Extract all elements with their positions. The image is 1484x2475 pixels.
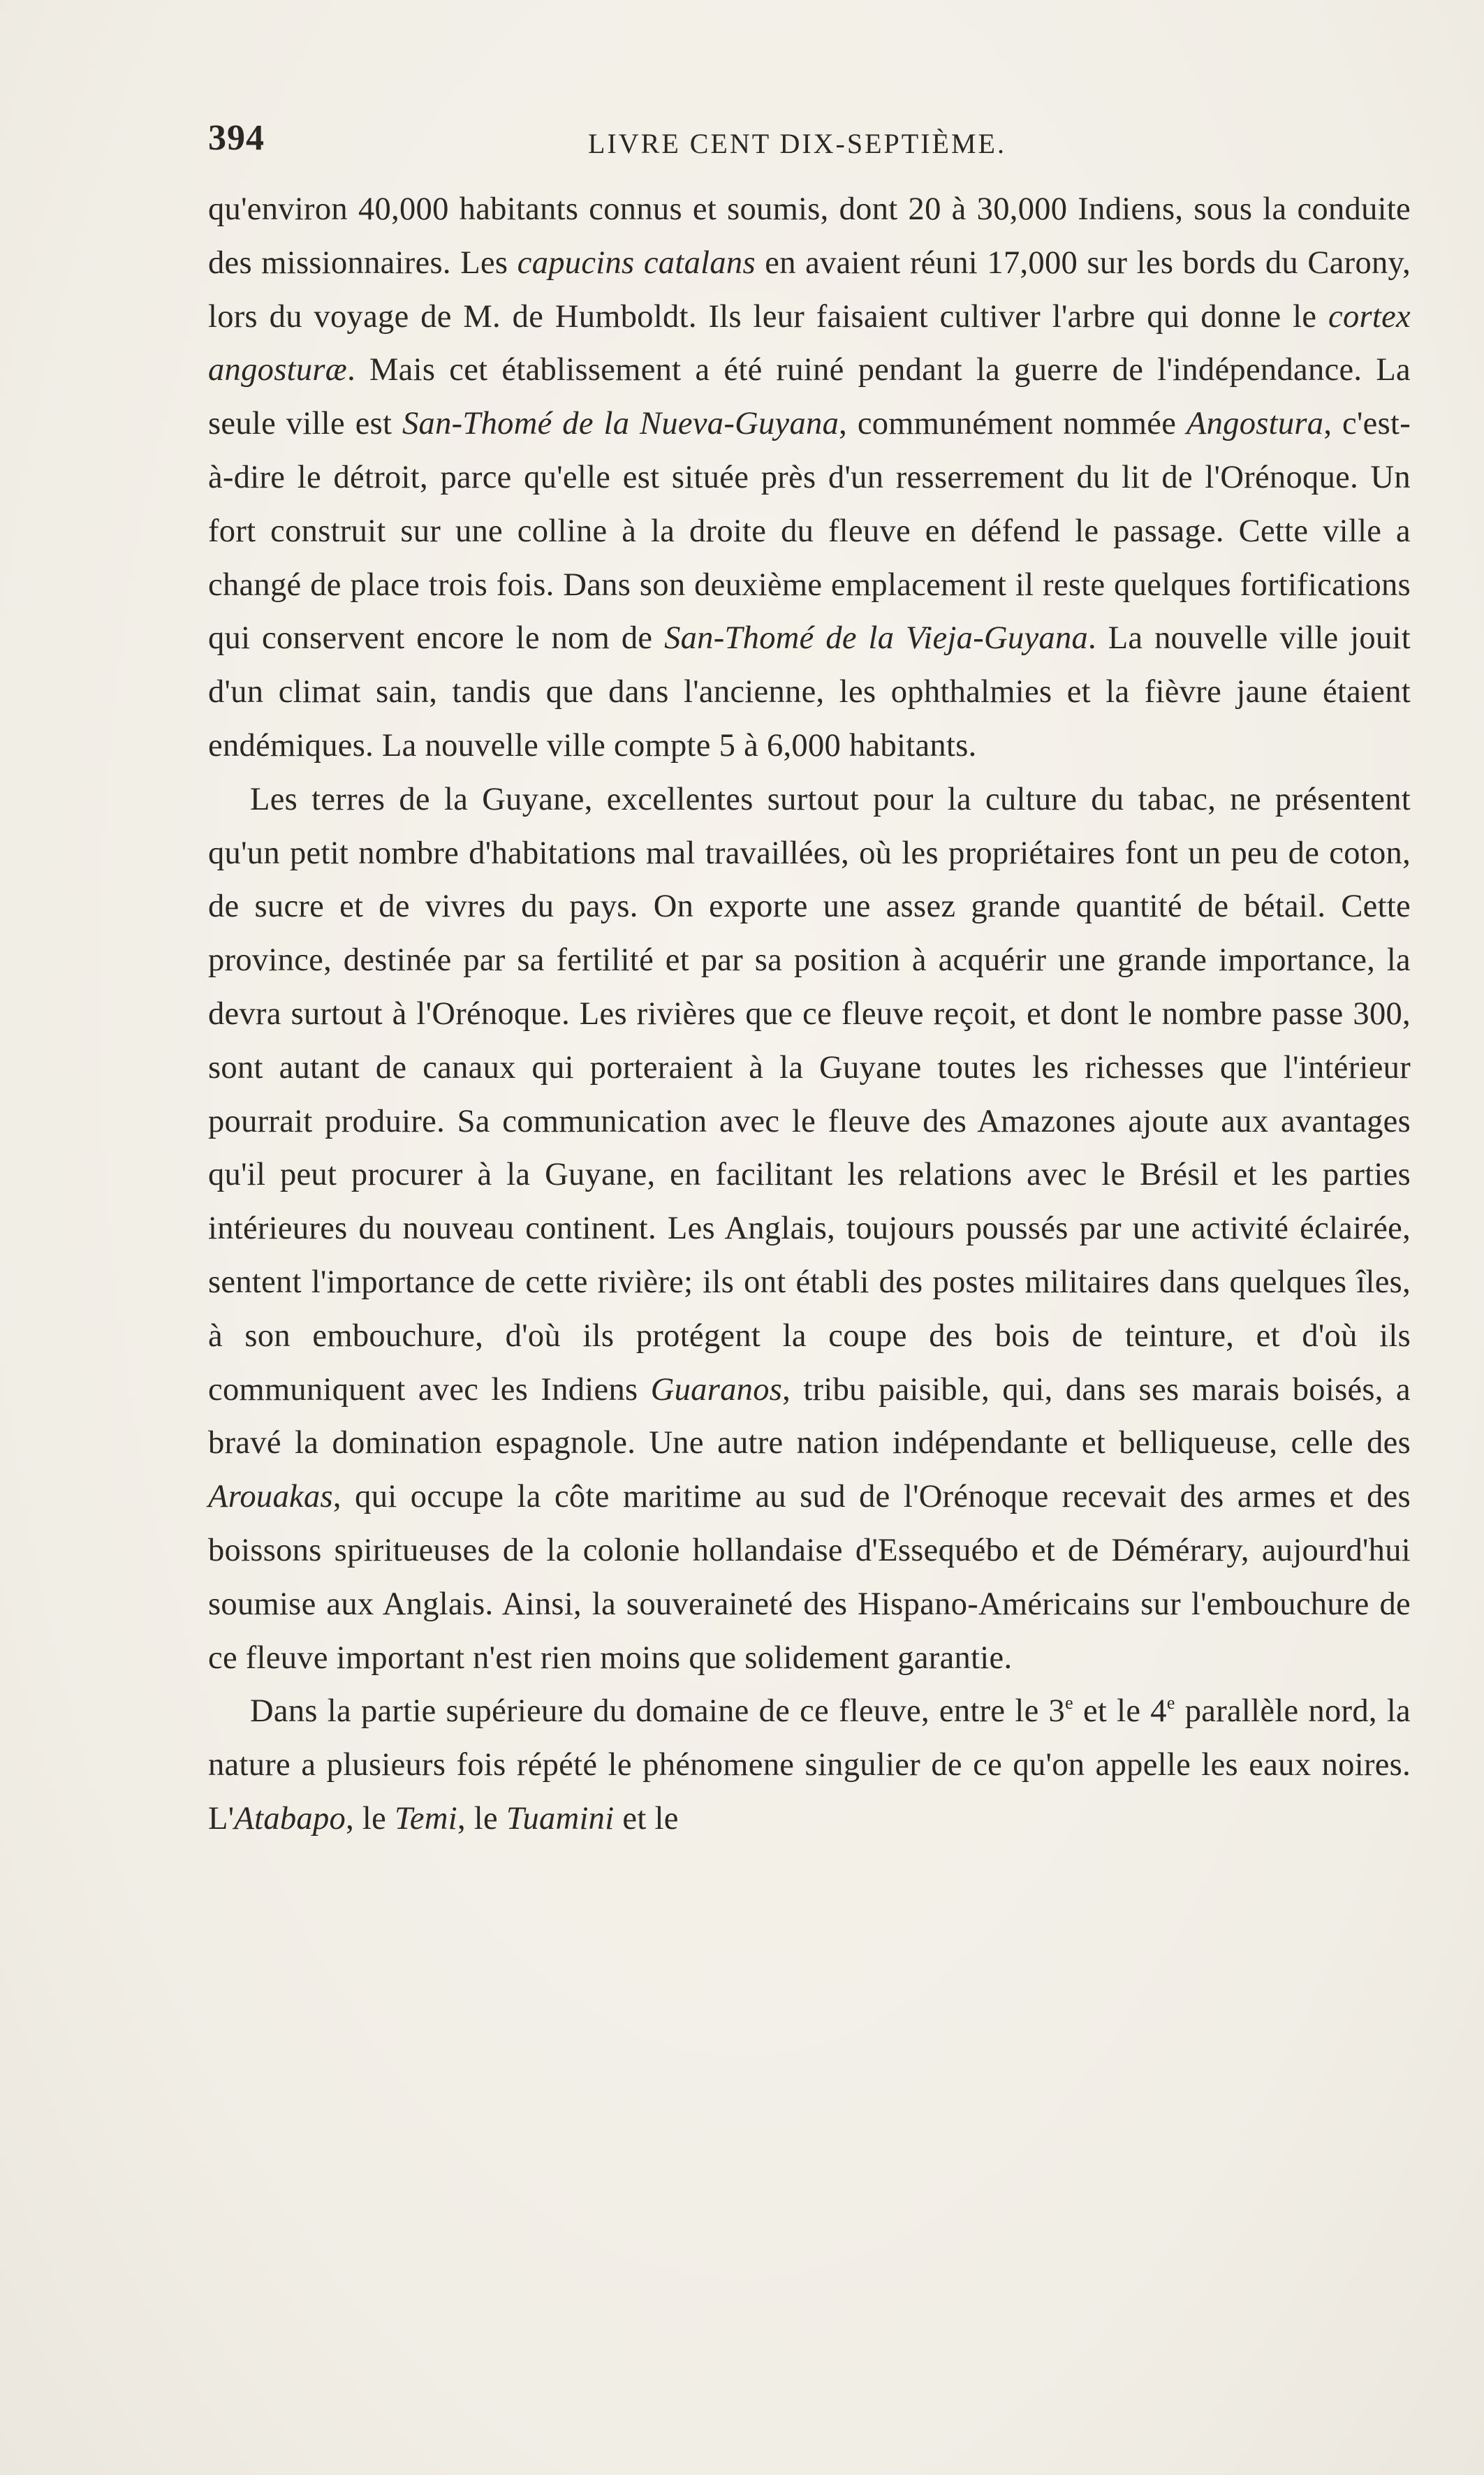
- italic-term: Angostura: [1186, 406, 1324, 442]
- italic-term: Guaranos: [650, 1371, 783, 1408]
- running-title: LIVRE CENT DIX-SEPTIÈME.: [588, 128, 1006, 159]
- text-run: , le: [457, 1800, 506, 1837]
- text-run: et le: [614, 1800, 679, 1837]
- text-run: , communément nommée: [839, 406, 1187, 442]
- italic-term: Atabapo: [234, 1800, 346, 1837]
- text-run: . La nouvelle ville jouit d'un climat sain, tandis que dans l'ancienne, les ophthalmies et la fièvre jaune étaient endémiques. La nouvelle ville compte 5 à 6,000 habitants.: [208, 620, 1411, 764]
- paragraph-1: [208, 183, 1411, 773]
- text-run: , c'est-à-dire le détroit, parce qu'elle est située près d'un resserrement du lit de l'Orénoque. Un fort construit sur une colline à la droite du fleuve en défend le passage. Cette ville a changé de place trois fois. Dans son deuxième emplacement il reste quelques fortifications qui conservent encore le nom de: [208, 406, 1411, 657]
- text-run: parallèle nord, la nature a plusieurs fois répété le phénomene singulier de ce qu'on appelle les eaux noires. L': [208, 1693, 1411, 1837]
- italic-term: Tuamini: [506, 1800, 615, 1837]
- italic-term: Temi: [395, 1800, 457, 1837]
- text-run: , qui occupe la côte maritime au sud de l'Orénoque recevait des armes et des boissons spiritueuses de la colonie hollandaise d'Essequébo et de Démérary, aujourd'hui soumise aux Anglais. Ainsi, la souveraineté des Hispano-Américains sur l'embouchure de ce fleuve important n'est rien moins que solidement garantie.: [208, 1479, 1411, 1676]
- italic-term: capucins catalans: [517, 244, 756, 281]
- running-head: [208, 117, 1409, 159]
- italic-term: San-Thomé de la Nueva-Guyana: [402, 406, 839, 442]
- text-run: et le 4: [1073, 1693, 1167, 1730]
- text-run: , le: [346, 1800, 395, 1837]
- italic-term: Arouakas: [208, 1479, 333, 1515]
- text-run: Dans la partie supérieure du domaine de ce fleuve, entre le 3: [250, 1693, 1066, 1730]
- text-run: . Mais cet établissement a été ruiné pendant la guerre de l'indépendance. La seule ville est: [208, 352, 1411, 442]
- text-run: , tribu paisible, qui, dans ses marais boisés, a bravé la domination espagnole. Une autre nation indépendante et belliqueuse, celle des: [208, 1371, 1411, 1461]
- superscript: e: [1065, 1693, 1073, 1714]
- text-run: Les terres de la Guyane, excellentes surtout pour la culture du tabac, ne présentent qu'un petit nombre d'habitations mal travaillées, où les propriétaires font un peu de coton, de sucre et de vivres du pays. On exporte une assez grande quantité de bétail. Cette province, destinée par sa fertilité et par sa position à acquérir une grande importance, la devra surtout à l'Orénoque. Les rivières que ce fleuve reçoit, et dont le nombre passe 300, sont autant de canaux qui porteraient à la Guyane toutes les richesses que l'intérieur pourrait produire. Sa communication avec le fleuve des Amazones ajoute aux avantages qu'il peut procurer à la Guyane, en facilitant les relations avec le Brésil et les parties intérieures du nouveau continent. Les Anglais, toujours poussés par une activité éclairée, sentent l'importance de cette rivière; ils ont établi des postes militaires dans quelques îles, à son embouchure, d'où ils protégent la coupe des bois de teinture, et d'où ils communiquent avec les Indiens: [208, 781, 1411, 1408]
- paragraph-2: [208, 773, 1411, 1686]
- text-run: en avaient réuni 17,000 sur les bords du Carony, lors du voyage de M. de Humboldt. Ils leur faisaient cultiver l'arbre qui donne le: [208, 244, 1411, 335]
- page-number: 394: [208, 118, 265, 158]
- paragraph-3: [208, 1685, 1411, 1846]
- superscript: e: [1166, 1693, 1175, 1714]
- italic-term: cortex angosturæ: [208, 298, 1411, 388]
- italic-term: San-Thomé de la Vieja-Guyana: [664, 620, 1089, 657]
- text-run: qu'environ 40,000 habitants connus et soumis, dont 20 à 30,000 Indiens, sous la conduite des missionnaires. Les: [208, 191, 1411, 281]
- body-text: [208, 183, 1411, 1846]
